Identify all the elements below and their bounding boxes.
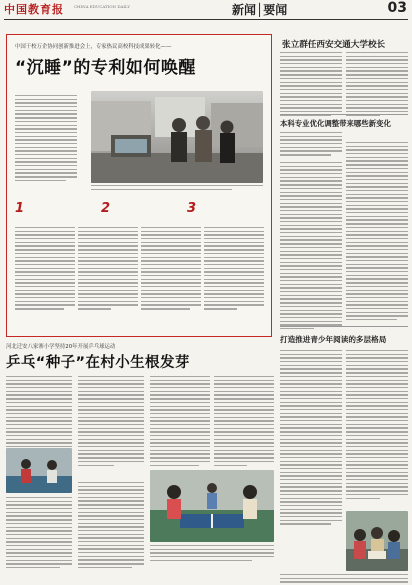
bottom-body-column <box>214 376 274 468</box>
pingpong-photo-left-image <box>6 448 72 493</box>
lead-body-column <box>204 227 264 312</box>
page-number: 03 <box>387 0 407 16</box>
article-headline-reading[interactable]: 打造推进青少年阅读的多层格局 <box>280 335 387 344</box>
bottom-body-column <box>6 497 72 571</box>
reading-photo-image <box>346 511 408 571</box>
lead-body-column <box>78 227 138 312</box>
article-body-reading <box>346 350 408 501</box>
subhead-number: 1 <box>15 201 25 216</box>
reading-photo-caption <box>280 574 408 585</box>
article-body-reading <box>280 350 342 527</box>
lead-article[interactable] <box>6 34 272 337</box>
lead-subhead <box>101 201 183 223</box>
article-body-president <box>280 52 342 118</box>
lead-body-column <box>15 227 75 312</box>
bottom-body-column <box>78 482 144 571</box>
lead-headline[interactable]: “沉睡”的专利如何唤醒 <box>15 58 196 78</box>
lead-subhead <box>187 201 269 223</box>
lead-intro-text <box>15 95 77 184</box>
reading-photo[interactable] <box>346 511 408 571</box>
bottom-kicker: 河北迁安八家寨小学坚持20年开展乒乓球运动 <box>6 344 116 350</box>
lead-subhead <box>15 201 97 223</box>
bottom-body-column <box>78 376 144 468</box>
lead-photo-image <box>91 91 263 183</box>
masthead-subtitle: CHINA EDUCATION DAILY <box>74 4 131 9</box>
subhead-number: 3 <box>187 201 197 216</box>
pingpong-photo-left[interactable] <box>6 448 72 493</box>
article-body-majors <box>346 142 408 323</box>
lead-body <box>15 227 265 331</box>
pingpong-photo-caption <box>150 545 274 563</box>
lead-subheads <box>15 201 265 223</box>
bottom-body-column <box>150 376 210 468</box>
lead-body-column <box>141 227 201 312</box>
lead-photo-caption <box>91 185 263 199</box>
article-body-majors <box>280 132 342 158</box>
bottom-headline[interactable]: 乒乓“种子”在村小生根发芽 <box>6 355 190 371</box>
article-body-president <box>346 52 408 118</box>
article-headline-president[interactable]: 张立群任西安交通大学校长 <box>282 40 386 50</box>
subhead-number: 2 <box>101 201 111 216</box>
lead-photo[interactable] <box>91 91 263 183</box>
header-rule <box>4 19 408 20</box>
masthead-logo: 中国教育报 <box>4 3 64 16</box>
divider <box>280 326 408 327</box>
divider <box>280 114 408 115</box>
page-header <box>0 0 412 20</box>
lead-kicker: 中国干校万企协同创新推进会上，专家热议高校科技成果转化—— <box>15 44 172 50</box>
pingpong-photo-main[interactable] <box>150 470 274 542</box>
article-body-majors <box>280 162 342 332</box>
article-headline-majors[interactable]: 本科专业优化调整带来哪些新变化 <box>280 119 391 128</box>
pingpong-photo-main-image <box>150 470 274 542</box>
section-title: 新闻│要闻 <box>232 3 288 17</box>
